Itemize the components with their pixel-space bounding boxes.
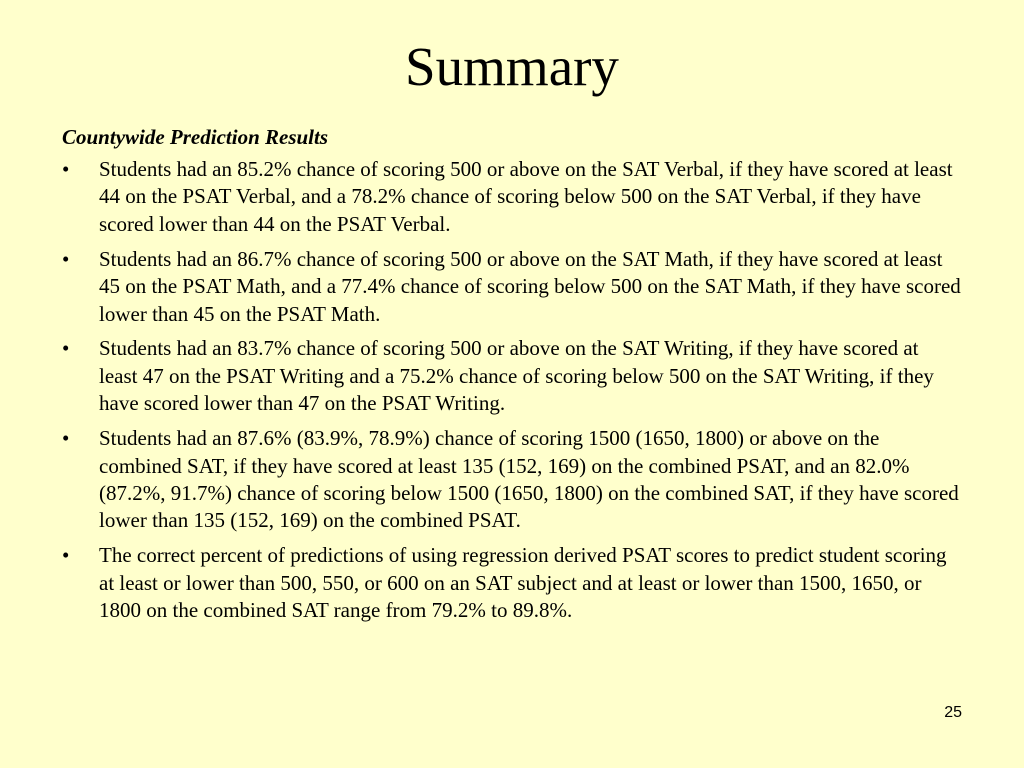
bullet-marker: • <box>62 246 70 271</box>
bullet-marker: • <box>62 543 70 568</box>
bullet-text: Students had an 83.7% chance of scoring 500 or above on the SAT Writing, if they have scored at least 47 on the PSAT Writing and a 75.2% chance of scoring below 500 on the SAT Writing, if they have scored lower than 47 on the PSAT Writing. <box>99 336 934 416</box>
section-subheading: Countywide Prediction Results <box>62 125 329 149</box>
bullet-item <box>62 425 962 535</box>
bullet-text: Students had an 86.7% chance of scoring 500 or above on the SAT Math, if they have scored at least 45 on the PSAT Math, and a 77.4% chance of scoring below 500 on the SAT Math, if they have scored lower than 45 on the PSAT Math. <box>99 246 961 326</box>
bullet-item <box>62 542 962 624</box>
bullet-text: The correct percent of predictions of using regression derived PSAT scores to predict student scoring at least or lower than 500, 550, or 600 on an SAT subject and at least or lower than 1500, 1650, or 1800 on the combined SAT range from 79.2% to 89.8%. <box>99 543 947 623</box>
slide-content <box>62 124 962 632</box>
bullet-list <box>62 156 962 625</box>
bullet-item <box>62 246 962 328</box>
bullet-item <box>62 156 962 238</box>
slide-title: Summary <box>405 36 619 97</box>
bullet-marker: • <box>62 157 70 181</box>
bullet-text: Students had an 85.2% chance of scoring 500 or above on the SAT Verbal, if they have scored at least 44 on the PSAT Verbal, and a 78.2% chance of scoring below 500 on the SAT Verbal, if they have scored lower than 44 on the PSAT Verbal. <box>99 157 953 236</box>
bullet-marker: • <box>62 336 70 361</box>
bullet-marker: • <box>62 426 70 451</box>
bullet-text: Students had an 87.6% (83.9%, 78.9%) chance of scoring 1500 (1650, 1800) or above on the combined SAT, if they have scored at least 135 (152, 169) on the combined PSAT, and an 82.0% (87.2%, 91.7%) chance of scoring below 1500 (1650, 1800) on the combined SAT, if they have scored lower than 135 (152, 169) on the combined PSAT. <box>99 426 959 533</box>
page-number: 25 <box>944 704 962 721</box>
bullet-item <box>62 335 962 417</box>
